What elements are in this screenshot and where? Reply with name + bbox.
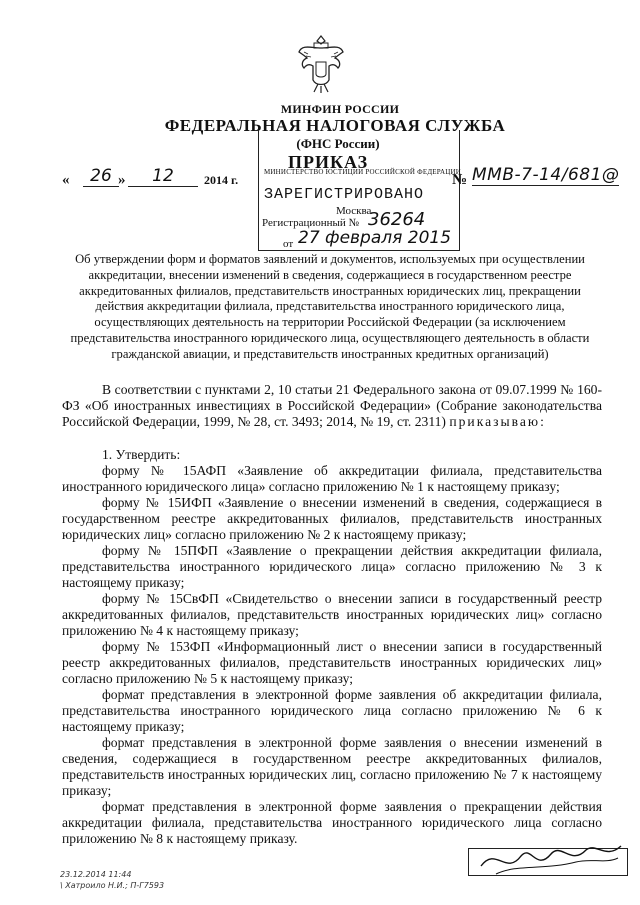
list-item: формат представления в электронной форме заявления о прекращении действия аккредитации филиала, представительства иностранного юридического лица согласно приложению № 8 к настоящему приказу. [62,799,602,846]
footer-author: \ Хатроило Н.И.; П-Г7593 [60,881,165,890]
list-item: форму № 15ИФП «Заявление о внесении изменений в сведения, содержащиеся в государственном реестре аккредитованных филиалов, представительств иностранных юридических лиц» согласно приложению № 2 к настоящему приказу; [62,495,602,542]
stamp-date: 27 февраля 2015 [298,228,452,248]
handwritten-signature [476,836,626,884]
list-item: форму № 153ФП «Информационный лист о внесении записи в государственный реестр аккредитованных филиалов, представительств иностранных юридических лиц» согласно приложению № 5 к настоящему приказу; [62,639,602,686]
stamp-registered: ЗАРЕГИСТРИРОВАНО [264,186,425,203]
stamp-regno: 36264 [368,209,426,230]
preamble-text: В соответствии с пунктами 2, 10 статьи 21 Федерального закона от 09.07.1999 № 160-ФЗ «Об иностранных инвестициях в Российской Федерации» (Собрание законодательства Российской Федерации, 1999, № 28, ст. 3493; 2014, № 19, ст. 2311) [62,382,602,429]
list-item: форму № 15АФП «Заявление об аккредитации филиала, представительства иностранного юридического лица» согласно приложению № 1 к настоящему приказу; [62,463,602,494]
order-verb: приказываю: [449,414,546,429]
ministry-name: МИНФИН РОССИИ [280,102,400,116]
date-year: 2014 г. [204,173,239,187]
list-item: формат представления в электронной форме заявления о внесении изменений в сведения, содержащиеся в государственном реестре аккредитованных филиалов, представительств иностранных юридических лиц, согласно приложению № 7 к настоящему приказу; [62,735,602,798]
date-quote-close: » [118,172,126,188]
order-heading: ПРИКАЗ [288,152,369,172]
list-item: формат представления в электронной форме заявления об аккредитации филиала, представительства иностранного юридического лица согласно приложению № 6 к настоящему приказу; [62,687,602,734]
stamp-date-label: от [283,238,294,250]
order-title: Об утверждении форм и форматов заявлений и документов, используемых при осуществлении аккредитации, внесении изменений в сведения, содержащиеся в государственном реестре аккредитованных филиалов, представительств иностранных юридических лиц, прекращении действия аккредитации филиала, представительства иностранного юридического лица, осуществляющих деятельность на территории Российской Федерации (за исключением представительства иностранного юридического лица, осуществляющего деятельность в области гражданской авиации, и представительств иностранных кредитных организаций) [70,252,590,361]
date-day: 26 [83,166,119,187]
stamp-city: Москва [336,205,372,217]
footer-timestamp: 23.12.2014 11:44 [60,870,132,879]
service-name: ФЕДЕРАЛЬНАЯ НАЛОГОВАЯ СЛУЖБА [164,116,506,135]
stamp-ministry: МИНИСТЕРСТВО ЮСТИЦИИ РОССИЙСКОЙ ФЕДЕРАЦИИ [264,168,461,176]
order-body [62,382,602,847]
date-quote-open: « [62,172,70,188]
order-number: ММВ-7-14/681@ [472,165,620,185]
list-item: форму № 15СвФП «Свидетельство о внесении записи в государственный реестр аккредитованных филиалов, представительств иностранных юридических лиц» согласно приложению № 4 к настоящему приказу; [62,591,602,638]
preamble [62,382,602,430]
date-month: 12 [128,166,198,187]
item-1: 1. Утвердить: [102,447,181,462]
service-short-name: (ФНС России) [296,136,380,151]
list-item: форму № 15ПФП «Заявление о прекращении действия аккредитации филиала, представительства иностранного юридического лица» согласно приложению № 3 к настоящему приказу; [62,543,602,590]
stamp-regno-label: Регистрационный № [262,217,360,229]
number-sign: № [452,172,468,188]
coat-of-arms-emblem [296,32,346,94]
